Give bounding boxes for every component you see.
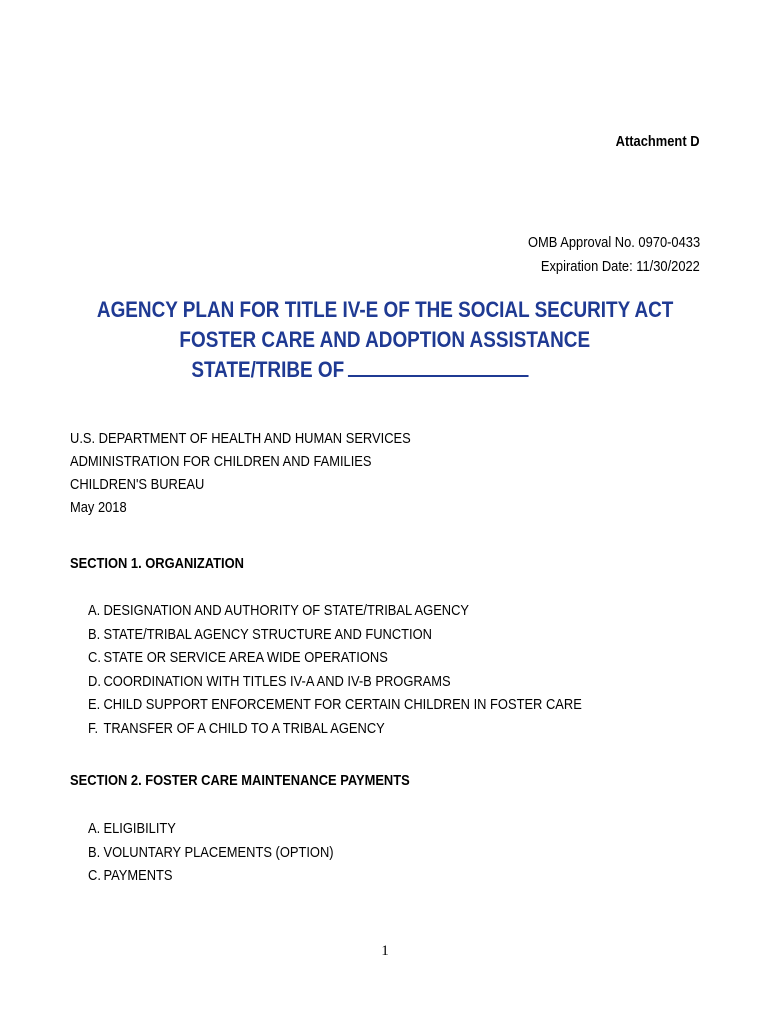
- omb-approval-number: OMB Approval No. 0970-0433: [527, 234, 700, 251]
- list-item-text: PAYMENTS: [103, 867, 173, 884]
- list-item-text: COORDINATION WITH TITLES IV-A AND IV-B PROGRAMS: [103, 672, 451, 690]
- section-1-heading-text: SECTION 1. ORGANIZATION: [70, 555, 244, 572]
- document-title: [0, 295, 770, 385]
- list-item-letter: C.: [88, 649, 101, 666]
- list-item: [88, 646, 662, 670]
- list-item-letter: B.: [88, 843, 101, 861]
- list-item-letter: E.: [88, 696, 101, 713]
- attachment-label: [602, 133, 700, 150]
- list-item: [88, 670, 662, 694]
- list-item-text: ELIGIBILITY: [103, 820, 176, 837]
- list-item-text: STATE/TRIBAL AGENCY STRUCTURE AND FUNCTION: [103, 625, 432, 643]
- list-item-text: DESIGNATION AND AUTHORITY OF STATE/TRIBAL AGENCY: [103, 602, 470, 619]
- list-item: [88, 693, 662, 717]
- section-2-heading-text: SECTION 2. FOSTER CARE MAINTENANCE PAYMENTS: [70, 772, 410, 789]
- list-item: [88, 817, 374, 841]
- page-number: 1: [381, 943, 389, 959]
- administration-name: ADMINISTRATION FOR CHILDREN AND FAMILIES: [70, 453, 372, 470]
- attachment-text: Attachment D: [616, 133, 700, 150]
- list-item: [88, 841, 374, 865]
- omb-block: [500, 231, 700, 279]
- list-item-text: STATE OR SERVICE AREA WIDE OPERATIONS: [103, 649, 388, 666]
- list-item-text: CHILD SUPPORT ENFORCEMENT FOR CERTAIN CHILDREN IN FOSTER CARE: [103, 696, 582, 713]
- list-item-letter: A.: [88, 820, 101, 837]
- section-2-heading: [70, 772, 465, 789]
- expiration-date: Expiration Date: 11/30/2022: [541, 258, 700, 275]
- title-line-3: STATE/TRIBE OF: [191, 357, 345, 382]
- list-item: [88, 864, 374, 888]
- list-item: [88, 599, 662, 623]
- section-1-heading: [70, 555, 272, 572]
- department-name: U.S. DEPARTMENT OF HEALTH AND HUMAN SERVICES: [70, 430, 411, 447]
- list-item-letter: F.: [88, 719, 99, 737]
- list-item: [88, 717, 662, 741]
- bureau-name: CHILDREN'S BUREAU: [70, 476, 205, 493]
- list-item-letter: A.: [88, 602, 101, 619]
- list-item-letter: B.: [88, 625, 101, 643]
- list-item-letter: D.: [88, 672, 101, 690]
- state-tribe-blank-field: [348, 355, 529, 377]
- title-line-2: FOSTER CARE AND ADOPTION ASSISTANCE: [179, 327, 591, 352]
- list-item-text: VOLUNTARY PLACEMENTS (OPTION): [103, 843, 334, 861]
- agency-block: [70, 427, 466, 519]
- title-line-1: AGENCY PLAN FOR TITLE IV-E OF THE SOCIAL SECURITY ACT: [96, 297, 674, 322]
- list-item-letter: C.: [88, 867, 101, 884]
- list-item: [88, 623, 662, 647]
- document-date: May 2018: [70, 499, 127, 516]
- section-1-list: [88, 599, 662, 740]
- section-2-list: [88, 817, 374, 888]
- list-item-text: TRANSFER OF A CHILD TO A TRIBAL AGENCY: [103, 719, 385, 737]
